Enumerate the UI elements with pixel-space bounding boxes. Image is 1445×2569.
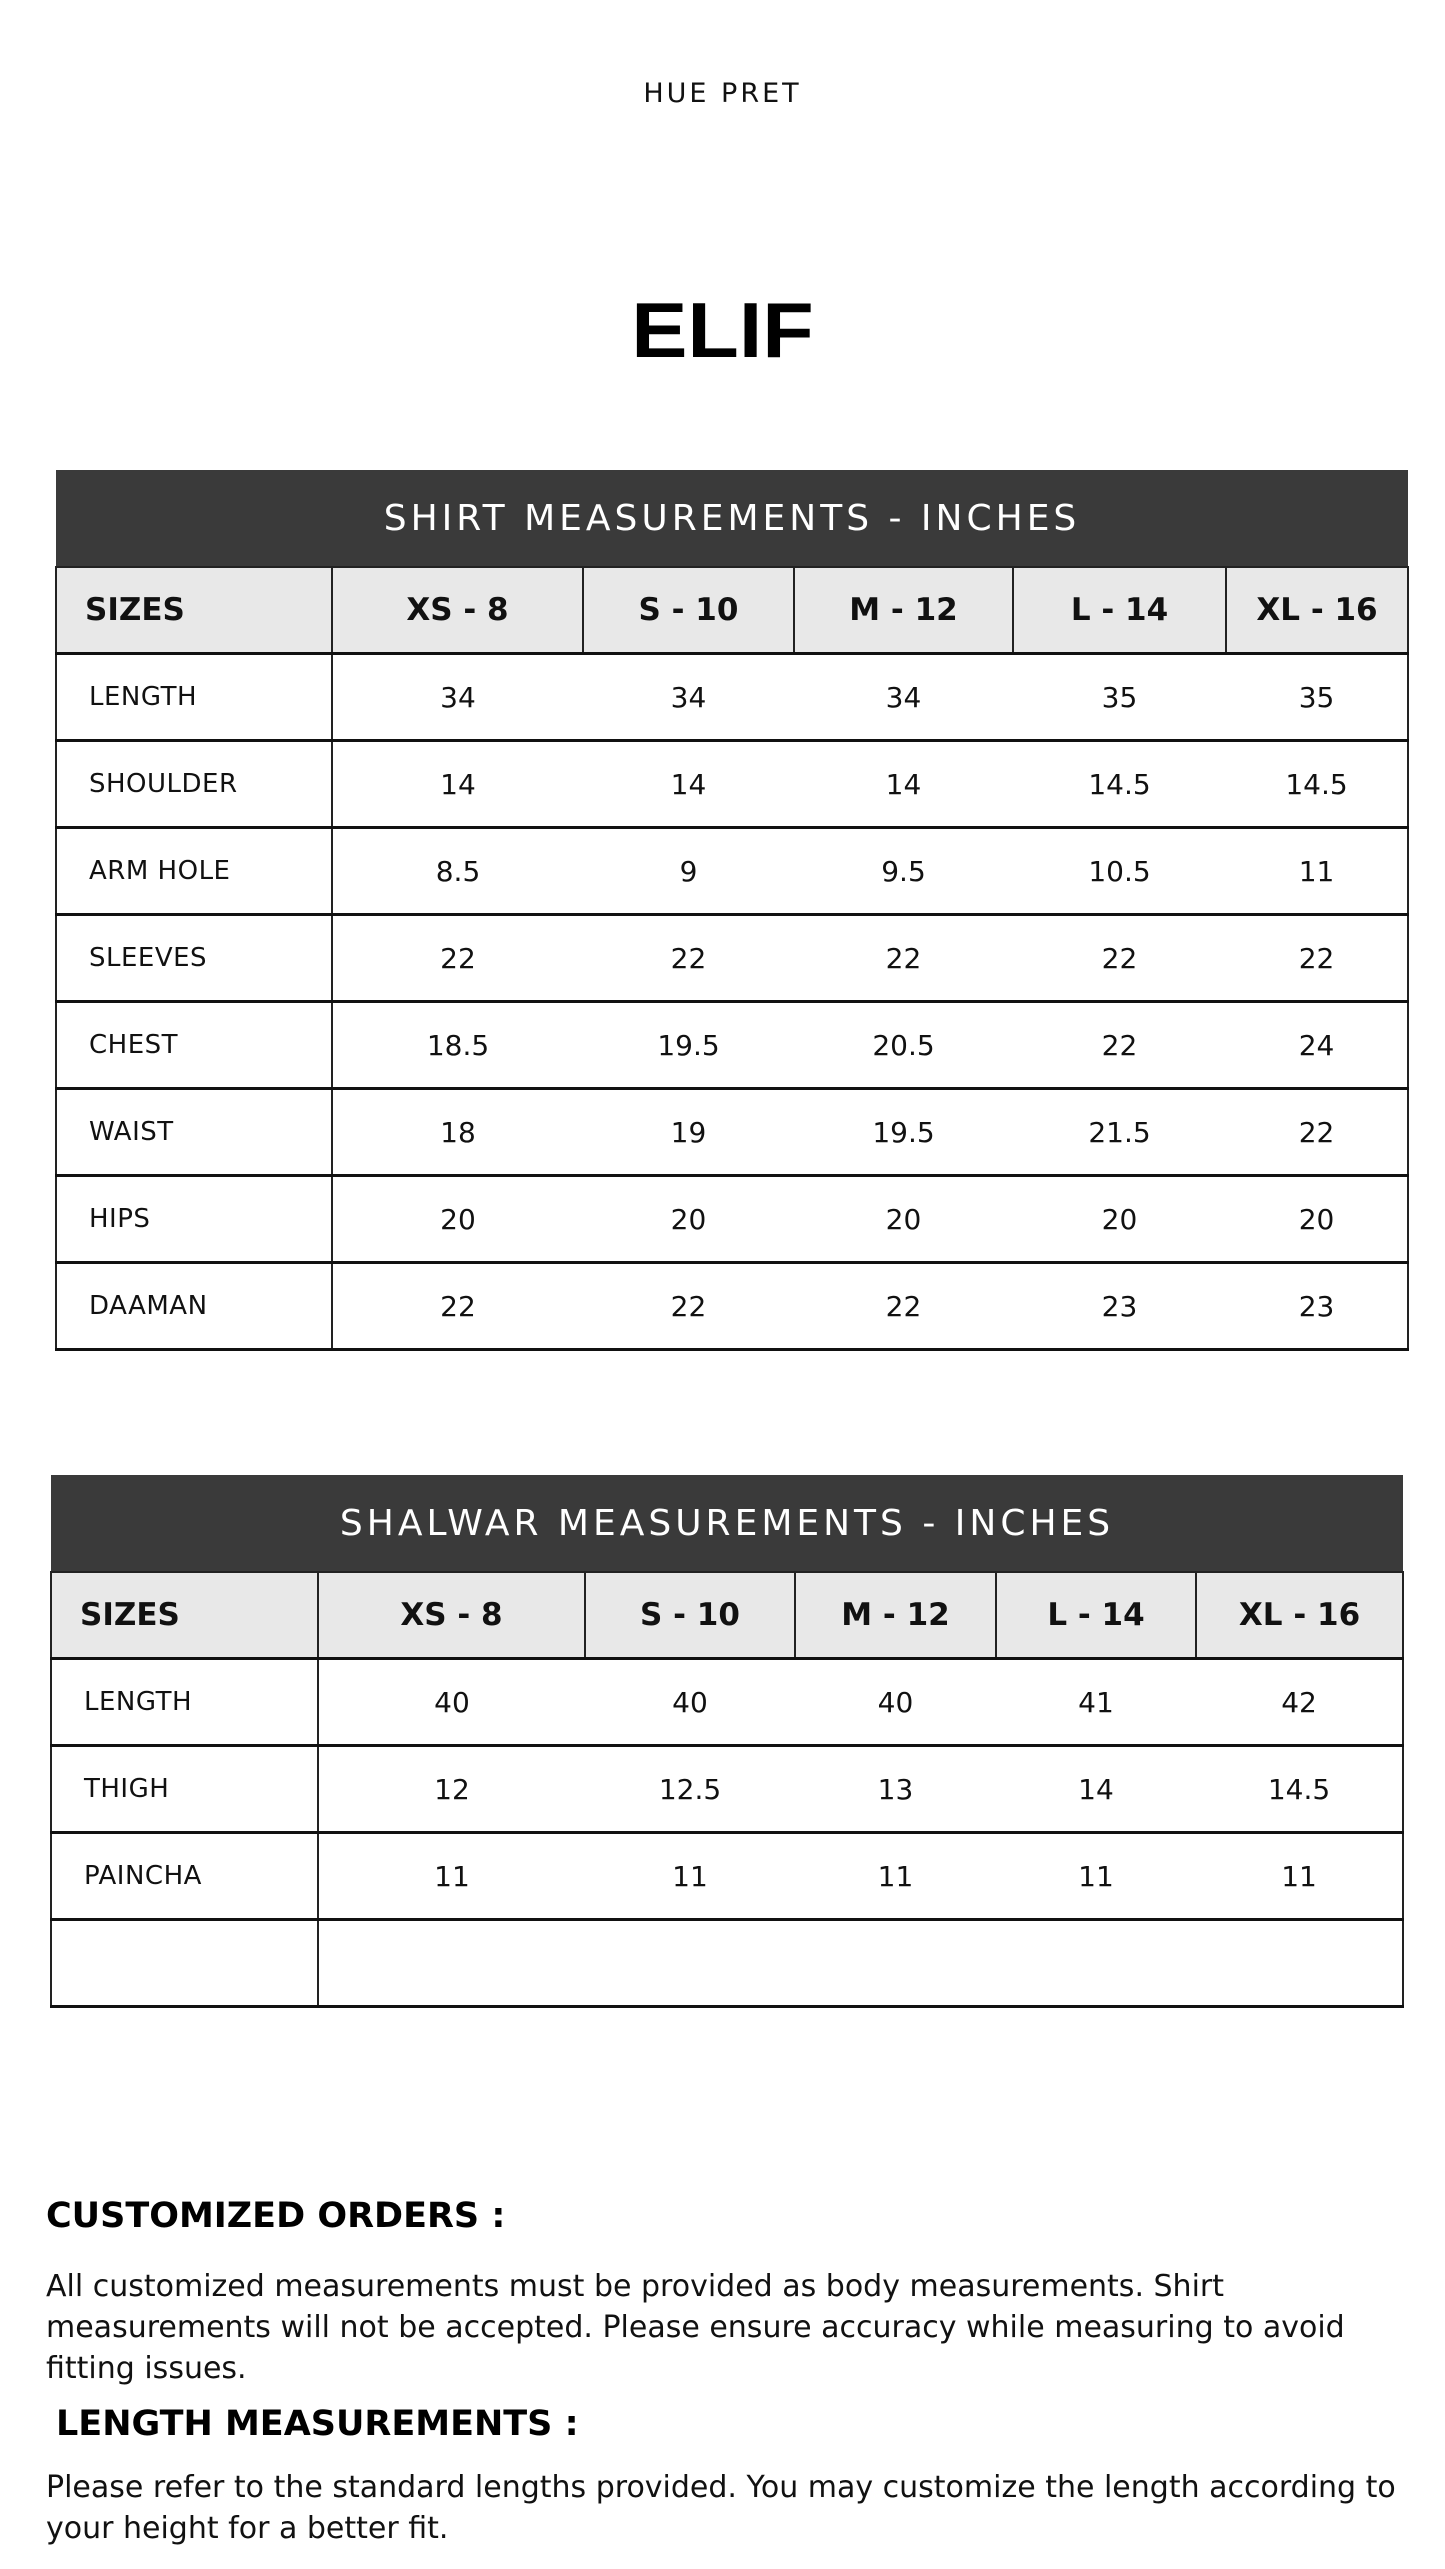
measurement-cell: 11 [585,1833,795,1920]
row-label: LENGTH [56,654,332,741]
measurement-cell: 11 [1196,1833,1403,1920]
row-label: ARM HOLE [56,828,332,915]
row-label: DAAMAN [56,1263,332,1350]
measurement-cell: 14 [583,741,794,828]
measurement-cell: 24 [1226,1002,1408,1089]
sizes-header: SIZES [51,1572,318,1659]
table-row [56,828,1408,915]
size-header: M - 12 [794,567,1013,654]
table-row [56,741,1408,828]
row-label: CHEST [56,1002,332,1089]
measurement-cell: 10.5 [1013,828,1226,915]
measurement-cell: 22 [583,1263,794,1350]
measurement-cell: 34 [583,654,794,741]
page-title: ELIF [631,286,814,374]
empty-table-row [51,1920,1403,2007]
measurement-cell: 22 [1013,915,1226,1002]
shalwar-measurements-table [50,1475,1404,2008]
measurement-cell: 8.5 [332,828,583,915]
measurement-cell: 11 [996,1833,1196,1920]
measurement-cell: 34 [794,654,1013,741]
measurement-cell: 35 [1013,654,1226,741]
customized-orders-heading: CUSTOMIZED ORDERS : [46,2196,506,2236]
measurement-cell: 14.5 [1196,1746,1403,1833]
size-header: M - 12 [795,1572,996,1659]
measurement-cell: 20 [583,1176,794,1263]
measurement-cell: 20 [332,1176,583,1263]
table-row [56,1089,1408,1176]
measurement-cell: 20 [1226,1176,1408,1263]
measurement-cell: 22 [1226,915,1408,1002]
size-header: S - 10 [585,1572,795,1659]
measurement-cell: 23 [1226,1263,1408,1350]
row-label: WAIST [56,1089,332,1176]
measurement-cell: 22 [1226,1089,1408,1176]
measurement-cell: 40 [318,1659,585,1746]
measurement-cell: 20.5 [794,1002,1013,1089]
measurement-cell: 20 [1013,1176,1226,1263]
measurement-cell: 14 [332,741,583,828]
length-measurements-text: Please refer to the standard lengths provided. You may customize the length according to your height for a better fit. [46,2470,1396,2546]
shirt-table-heading: SHIRT MEASUREMENTS - INCHES [56,470,1408,567]
measurement-cell: 12 [318,1746,585,1833]
measurement-cell: 41 [996,1659,1196,1746]
size-header: L - 14 [996,1572,1196,1659]
table-row [51,1659,1403,1746]
measurement-cell: 35 [1226,654,1408,741]
row-label: PAINCHA [51,1833,318,1920]
brand-name: HUE PRET [643,78,802,109]
row-label: HIPS [56,1176,332,1263]
measurement-cell: 40 [795,1659,996,1746]
size-header: XS - 8 [332,567,583,654]
measurement-cell: 22 [794,915,1013,1002]
measurement-cell: 42 [1196,1659,1403,1746]
row-label: SHOULDER [56,741,332,828]
measurement-cell: 19.5 [583,1002,794,1089]
measurement-cell: 23 [1013,1263,1226,1350]
size-header: XS - 8 [318,1572,585,1659]
table-row [51,1833,1403,1920]
measurement-cell: 34 [332,654,583,741]
table-row [51,1746,1403,1833]
empty-label-cell [51,1920,318,2007]
row-label: LENGTH [51,1659,318,1746]
measurement-cell: 9.5 [794,828,1013,915]
measurement-cell: 11 [1226,828,1408,915]
measurement-cell: 19 [583,1089,794,1176]
shalwar-sizes-header-row [51,1572,1403,1659]
measurement-cell: 18.5 [332,1002,583,1089]
table-row [56,915,1408,1002]
length-measurements-heading: LENGTH MEASUREMENTS : [56,2404,579,2444]
shirt-sizes-header-row [56,567,1408,654]
measurement-cell: 20 [794,1176,1013,1263]
row-label: THIGH [51,1746,318,1833]
measurement-cell: 18 [332,1089,583,1176]
measurement-cell: 22 [332,915,583,1002]
measurement-cell: 9 [583,828,794,915]
measurement-cell: 14 [996,1746,1196,1833]
measurement-cell: 22 [794,1263,1013,1350]
sizes-header: SIZES [56,567,332,654]
size-header: XL - 16 [1226,567,1408,654]
measurement-cell: 40 [585,1659,795,1746]
customized-orders-text: All customized measurements must be provided as body measurements. Shirt measurements will not be accepted. Please ensure accuracy while measuring to avoid fitting issues. [46,2269,1345,2386]
measurement-cell: 22 [332,1263,583,1350]
measurement-cell: 14.5 [1226,741,1408,828]
measurement-cell: 21.5 [1013,1089,1226,1176]
row-label: SLEEVES [56,915,332,1002]
measurement-cell: 11 [795,1833,996,1920]
measurement-cell: 22 [583,915,794,1002]
measurement-cell: 13 [795,1746,996,1833]
measurement-cell: 22 [1013,1002,1226,1089]
measurement-cell: 19.5 [794,1089,1013,1176]
shalwar-table-heading: SHALWAR MEASUREMENTS - INCHES [51,1475,1403,1572]
size-header: S - 10 [583,567,794,654]
measurement-cell: 11 [318,1833,585,1920]
table-row [56,1002,1408,1089]
measurement-cell: 14 [794,741,1013,828]
shirt-measurements-table [55,470,1409,1351]
table-row [56,654,1408,741]
table-row [56,1263,1408,1350]
measurement-cell: 14.5 [1013,741,1226,828]
table-row [56,1176,1408,1263]
size-header: XL - 16 [1196,1572,1403,1659]
measurement-cell: 12.5 [585,1746,795,1833]
size-header: L - 14 [1013,567,1226,654]
empty-value-cell [318,1920,1403,2007]
